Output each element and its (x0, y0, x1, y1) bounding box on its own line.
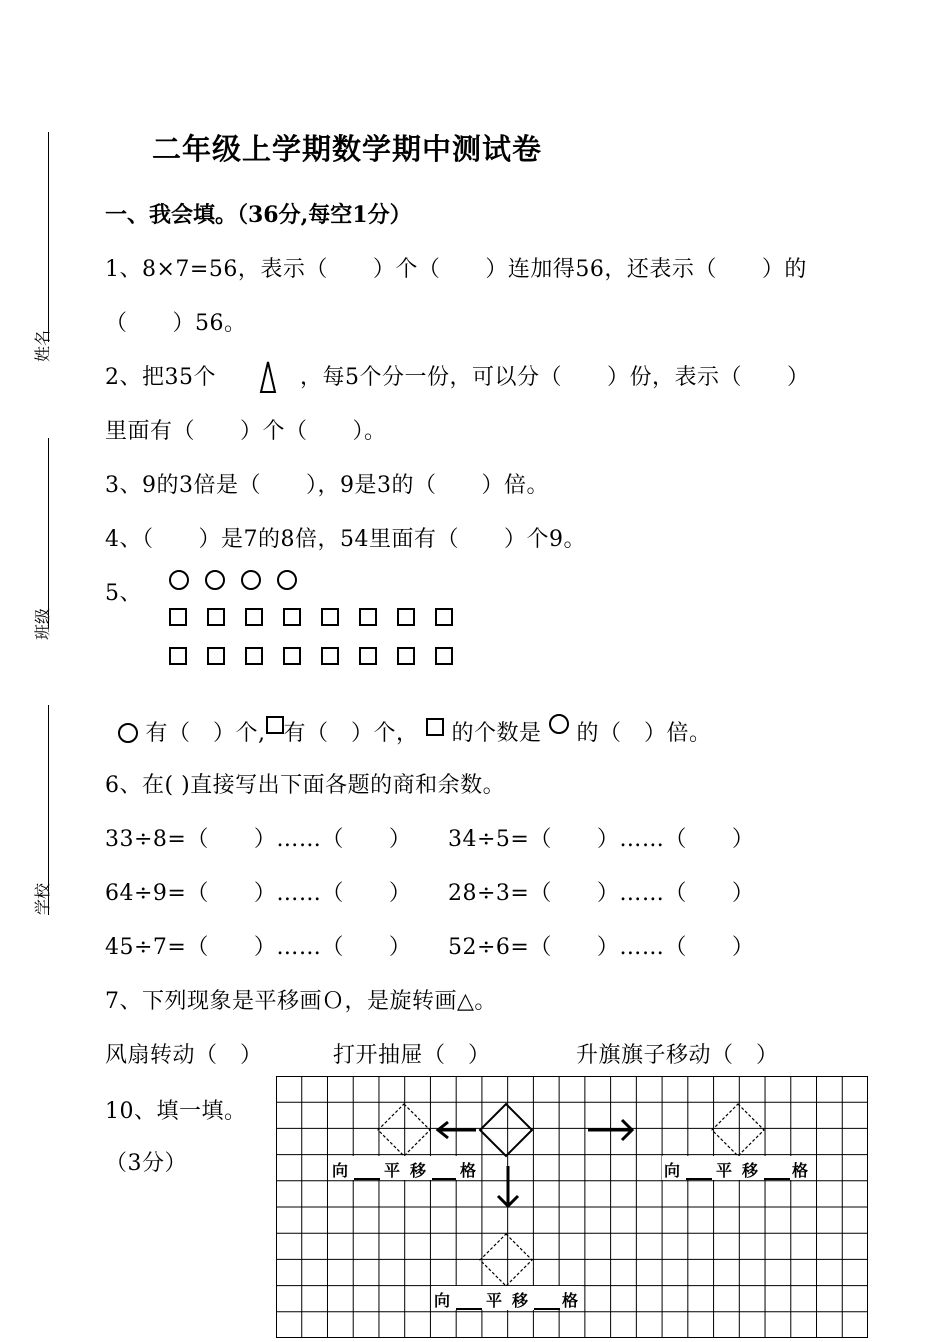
grid-label-right-direction: 向 (664, 1161, 681, 1180)
translation-grid (276, 1076, 868, 1342)
q1-line2: （ ）56。 (105, 311, 247, 336)
school-label: 学校 (33, 882, 52, 915)
q5-answer-part2: 有（ ）个， (283, 721, 419, 746)
q2-suffix: ，每5个分一份，可以分（ ）份，表示（ ） (300, 365, 810, 390)
grid-label-left-direction: 向 (332, 1161, 349, 1180)
class-label: 班级 (33, 607, 52, 640)
q5-answer-part4: 的（ ）倍。 (576, 721, 712, 746)
q2-prefix: 2、把35个 (105, 365, 216, 390)
q6-row-2-left: 64÷9=（ ）……（ ） (105, 881, 412, 906)
circle-icon (549, 714, 569, 734)
circle-icon (169, 570, 189, 590)
q5-answer-part3: 的个数是 (451, 721, 542, 746)
grid-label-left-ping: 平 (384, 1161, 401, 1180)
section-heading: 一、我会填。（36分,每空1分） (105, 202, 412, 228)
q7-item-fan: 风扇转动（ ） (105, 1043, 263, 1068)
name-line (48, 132, 49, 342)
square-icon (435, 647, 453, 665)
q5-answer-line (118, 714, 712, 747)
q10-score: （3分） (105, 1151, 187, 1176)
q7-item-flag: 升旗旗子移动（ ） (576, 1043, 779, 1068)
square-icon (245, 608, 263, 626)
grid-label-bottom-yi: 移 (512, 1291, 529, 1310)
grid-label-left-ge: 格 (460, 1161, 477, 1180)
q5-square-row-2 (169, 647, 453, 669)
circle-icon (241, 570, 261, 590)
square-icon (321, 608, 339, 626)
q5-answer-part1: 有（ ）个, (145, 721, 266, 746)
square-icon (169, 608, 187, 626)
square-icon (321, 647, 339, 665)
square-icon (245, 647, 263, 665)
grid-label-bottom-ge: 格 (562, 1291, 579, 1310)
q6: 6、在( )直接写出下面各题的商和余数。 (105, 773, 506, 798)
solid-diamond-center (480, 1104, 532, 1156)
square-icon (283, 608, 301, 626)
dashed-diamond-left (378, 1104, 430, 1156)
grid-label-bottom-direction: 向 (434, 1291, 451, 1310)
down-arrow-icon (498, 1166, 518, 1206)
q7-item-drawer: 打开抽屉（ ） (333, 1043, 491, 1068)
square-icon (397, 608, 415, 626)
grid-label-right-yi: 移 (742, 1161, 759, 1180)
q7: 7、下列现象是平移画Ｏ，是旋转画△。 (105, 989, 497, 1014)
q4: 4、（ ）是7的8倍，54里面有（ ）个9。 (105, 527, 586, 552)
page-title: 二年级上学期数学期中测试卷 (152, 132, 543, 166)
q5-square-row-1 (169, 608, 453, 630)
q6-row-2-right: 28÷3=（ ）……（ ） (448, 881, 755, 906)
q6-row-3-left: 45÷7=（ ）……（ ） (105, 935, 412, 960)
right-arrow-icon (588, 1120, 632, 1140)
square-icon (169, 647, 187, 665)
square-icon (359, 608, 377, 626)
dashed-diamond-right (712, 1104, 764, 1156)
q5-circle-row (169, 570, 297, 594)
grid-label-right-ge: 格 (792, 1161, 809, 1180)
square-icon (283, 647, 301, 665)
q1-line1: 1、8×7=56，表示（ ）个（ ）连加得56，还表示（ ）的 (105, 257, 807, 282)
square-icon (266, 716, 284, 734)
square-icon (397, 647, 415, 665)
dashed-diamond-bottom (480, 1234, 532, 1286)
left-arrow-icon (438, 1122, 476, 1138)
q6-row-1-left: 33÷8=（ ）……（ ） (105, 827, 412, 852)
square-icon (207, 608, 225, 626)
circle-icon (277, 570, 297, 590)
grid-label-left-yi: 移 (410, 1161, 427, 1180)
circle-icon (118, 723, 138, 743)
name-label: 姓名 (33, 329, 52, 362)
class-line (48, 438, 49, 628)
q6-row-1-right: 34÷5=（ ）……（ ） (448, 827, 755, 852)
q6-row-3-right: 52÷6=（ ）……（ ） (448, 935, 755, 960)
square-icon (426, 718, 444, 736)
q10-title: 10、填一填。 (105, 1099, 247, 1124)
q2-line2: 里面有（ ）个（ ）。 (105, 419, 387, 444)
grid-label-right-ping: 平 (716, 1161, 733, 1180)
triangle-icon (258, 360, 278, 398)
square-icon (359, 647, 377, 665)
circle-icon (205, 570, 225, 590)
square-icon (207, 647, 225, 665)
square-icon (435, 608, 453, 626)
q3: 3、9的3倍是（ ），9是3的（ ）倍。 (105, 473, 549, 498)
q5-label: 5、 (105, 581, 142, 606)
grid-label-bottom-ping: 平 (486, 1291, 503, 1310)
